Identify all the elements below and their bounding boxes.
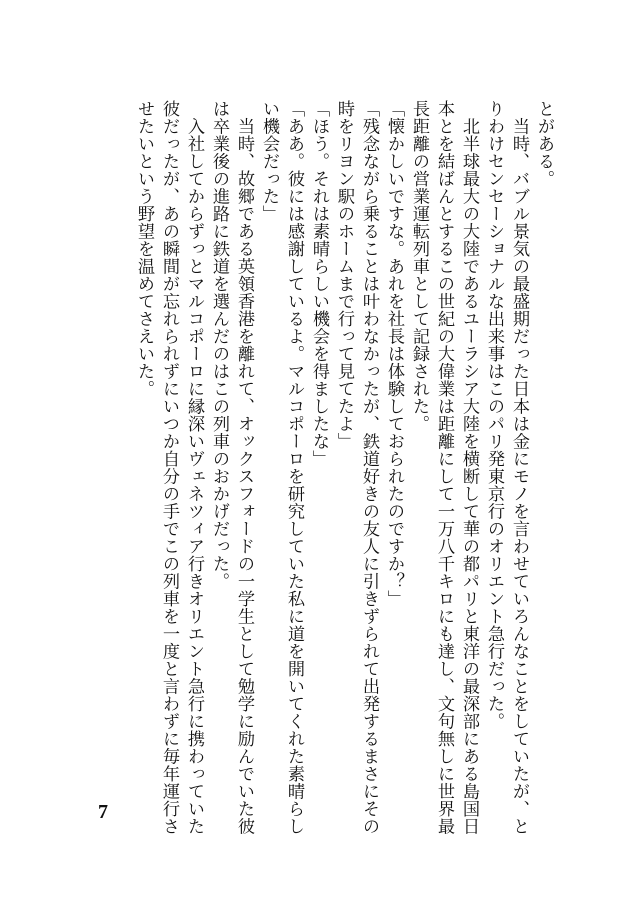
text-line: 入社してからずっとマルコポーロに縁深いヴェネツィア行きオリエント急行に携わっていた xyxy=(184,100,204,835)
text-line: せたいという野望を温めてさえいた。 xyxy=(134,100,154,398)
text-line: 「残念ながら乗ることは叶わなかったが、鉄道好きの友人に引きずられて出発するまさにその xyxy=(359,100,379,835)
text-line: 時をリヨン駅のホームまで行って見てたよ」 xyxy=(334,100,354,450)
text-line: は卒業後の進路に鉄道を選んだのはこの列車のおかげだった。 xyxy=(209,100,229,590)
text-line: 北半球最大の大陸であるユーラシア大陸を横断して華の都パリと東洋の最深部にある島国日 xyxy=(459,100,479,835)
text-line: 長距離の営業運転列車として記録された。 xyxy=(409,100,429,433)
text-line: 本とを結ばんとするこの世紀の大偉業は距離にして一万八千キロにも達し、文句無しに世界最 xyxy=(434,100,454,835)
text-line: 「ほう。それは素晴らしい機会を得ましたな」 xyxy=(309,100,329,468)
text-line: 「ああ。彼には感謝しているよ。マルコポーロを研究していた私に道を開いてくれた素晴らし xyxy=(284,100,304,835)
text-line: とがある。 xyxy=(534,100,554,188)
text-line: りわけセンセーショナルな出来事はこのパリ発東京行のオリエント急行だった。 xyxy=(484,100,504,730)
text-line: 彼だったが、あの瞬間が忘れられずにいつか自分の手でこの列車を一度と言わずに毎年運行さ xyxy=(159,100,179,835)
text-line: い機会だった」 xyxy=(259,100,279,223)
text-line: 当時、バブル景気の最盛期だった日本は金にモノを言わせていろんなことをしていたが、と xyxy=(509,100,529,835)
vertical-text-body xyxy=(131,100,556,835)
text-line: 「懐かしいですな。あれを社長は体験しておられたのですか？」 xyxy=(384,100,404,608)
page-number: 7 xyxy=(98,801,108,823)
text-line: 当時、故郷である英領香港を離れて、オックスフォードの一学生として勉学に励んでいた彼 xyxy=(234,100,254,835)
